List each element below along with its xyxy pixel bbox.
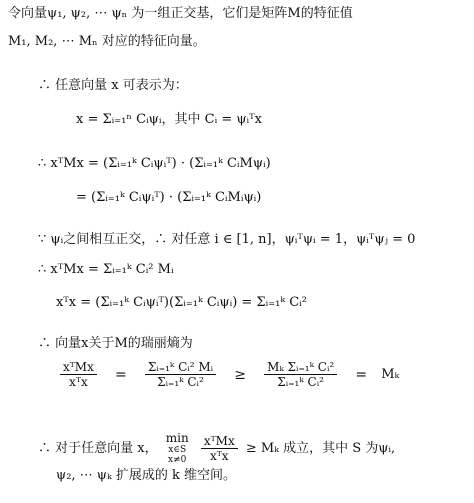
line-5: ∴ xᵀMx = (Σᵢ₌₁ᵏ Cᵢψᵢᵀ) · (Σᵢ₌₁ᵏ CᵢMψᵢ) [38, 156, 271, 171]
rayleigh-result: Mₖ [381, 367, 400, 382]
rayleigh-right-fraction [264, 360, 337, 389]
line-10: ∴ 向量x关于M的瑞丽熵为 [38, 336, 193, 351]
min-numerator: xᵀMx [201, 434, 238, 449]
rayleigh-right-numerator: Mₖ Σᵢ₌₁ᵏ Cᵢ² [264, 360, 337, 375]
line-12: ψ₂, ⋯ ψₖ 扩展成的 k 维空间。 [56, 468, 237, 483]
line-6: = (Σᵢ₌₁ᵏ Cᵢψᵢᵀ) · (Σᵢ₌₁ᵏ CᵢMᵢψᵢ) [76, 190, 262, 205]
equals-sign-2: = [355, 366, 368, 383]
rayleigh-middle-numerator: Σᵢ₌₁ᵏ Cᵢ² Mᵢ [145, 360, 216, 375]
line-11-text: ∴ 对于任意向量 x， [38, 441, 158, 456]
line-4: x = Σᵢ₌₁ⁿ Cᵢψᵢ，其中 Cᵢ = ψᵢᵀx [76, 112, 262, 127]
rayleigh-middle-denominator: Σᵢ₌₁ᵏ Cᵢ² [157, 375, 204, 389]
min-subscript-2: x≠0 [168, 455, 187, 465]
min-operator [166, 432, 189, 465]
line-11-tail: ≥ Mₖ 成立，其中 S 为ψᵢ, [245, 441, 396, 456]
min-subscript-1: x∈S [168, 445, 187, 455]
rayleigh-right-denominator: Σᵢ₌₁ᵏ Cᵢ² [277, 375, 324, 389]
rayleigh-middle-fraction [145, 360, 216, 389]
line-3: ∴ 任意向量 x 可表示为： [38, 78, 188, 93]
line-8: ∴ xᵀMx = Σᵢ₌₁ᵏ Cᵢ² Mᵢ [38, 262, 174, 277]
rayleigh-lhs-numerator: xᵀMx [60, 360, 97, 375]
rayleigh-equation [56, 360, 399, 389]
min-word: min [165, 431, 189, 445]
line-7: ∵ ψᵢ之间相互正交，∴ 对任意 i ∈ [1, n]，ψᵢᵀψᵢ = 1，ψᵢᵀψⱼ = 0 [38, 232, 416, 247]
equals-sign: = [115, 366, 127, 383]
line-9: xᵀx = (Σᵢ₌₁ᵏ Cᵢψᵢᵀ)(Σᵢ₌₁ᵏ Cᵢψᵢ) = Σᵢ₌₁ᵏ Cᵢ² [56, 295, 307, 310]
min-fraction [201, 434, 238, 463]
line-11 [38, 432, 395, 465]
min-denominator: xᵀx [209, 449, 229, 463]
greater-equal-sign: ≥ [234, 366, 246, 383]
rayleigh-lhs-denominator: xᵀx [69, 375, 88, 389]
rayleigh-lhs-fraction [60, 360, 97, 389]
line-1: 令向量ψ₁, ψ₂, ⋯ ψₙ 为一组正交基，它们是矩阵M的特征值 [8, 6, 353, 21]
line-2: M₁, M₂, ⋯ Mₙ 对应的特征向量。 [8, 34, 206, 49]
